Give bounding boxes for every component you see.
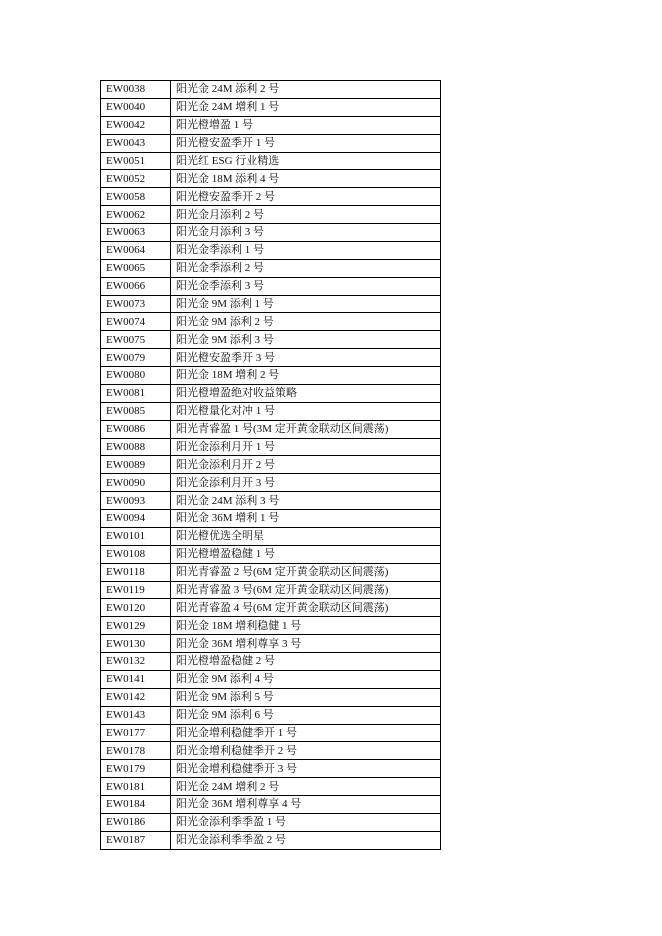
product-code-cell: EW0063 (101, 224, 171, 242)
product-name-cell: 阳光金增利稳健季开 1 号 (171, 724, 441, 742)
table-row (101, 456, 441, 474)
product-code-cell: EW0086 (101, 420, 171, 438)
table-row (101, 545, 441, 563)
table-row (101, 384, 441, 402)
table-row (101, 420, 441, 438)
table-row (101, 563, 441, 581)
product-code-cell: EW0062 (101, 206, 171, 224)
table-row (101, 653, 441, 671)
product-name-cell: 阳光金 18M 添利 4 号 (171, 170, 441, 188)
product-code-cell: EW0186 (101, 813, 171, 831)
product-code-cell: EW0081 (101, 384, 171, 402)
product-name-cell: 阳光橙增盈绝对收益策略 (171, 384, 441, 402)
product-name-cell: 阳光橙增盈 1 号 (171, 116, 441, 134)
product-name-cell: 阳光金添利月开 3 号 (171, 474, 441, 492)
product-name-cell: 阳光青睿盈 3 号(6M 定开黄金联动区间震荡) (171, 581, 441, 599)
product-code-cell: EW0075 (101, 331, 171, 349)
table-row (101, 796, 441, 814)
table-row (101, 831, 441, 849)
table-row (101, 206, 441, 224)
table-row (101, 688, 441, 706)
product-code-cell: EW0119 (101, 581, 171, 599)
table-row (101, 134, 441, 152)
product-code-cell: EW0073 (101, 295, 171, 313)
product-code-cell: EW0184 (101, 796, 171, 814)
table-row (101, 724, 441, 742)
product-name-cell: 阳光金 36M 增利 1 号 (171, 510, 441, 528)
product-name-cell: 阳光金 9M 添利 3 号 (171, 331, 441, 349)
table-row (101, 474, 441, 492)
product-name-cell: 阳光金 24M 增利 2 号 (171, 778, 441, 796)
product-name-cell: 阳光金季添利 2 号 (171, 259, 441, 277)
table-row (101, 742, 441, 760)
table-row (101, 492, 441, 510)
product-code-cell: EW0085 (101, 402, 171, 420)
product-name-cell: 阳光金 9M 添利 6 号 (171, 706, 441, 724)
product-name-cell: 阳光金 36M 增利尊享 4 号 (171, 796, 441, 814)
product-name-cell: 阳光金 9M 添利 4 号 (171, 670, 441, 688)
product-code-cell: EW0120 (101, 599, 171, 617)
table-row (101, 367, 441, 385)
product-code-cell: EW0038 (101, 81, 171, 99)
product-code-cell: EW0058 (101, 188, 171, 206)
product-name-cell: 阳光金添利季季盈 1 号 (171, 813, 441, 831)
table-row (101, 349, 441, 367)
product-name-cell: 阳光金增利稳健季开 3 号 (171, 760, 441, 778)
product-code-cell: EW0130 (101, 635, 171, 653)
product-name-cell: 阳光金 36M 增利尊享 3 号 (171, 635, 441, 653)
table-row (101, 81, 441, 99)
product-code-cell: EW0101 (101, 527, 171, 545)
product-name-cell: 阳光金增利稳健季开 2 号 (171, 742, 441, 760)
product-code-cell: EW0129 (101, 617, 171, 635)
product-name-cell: 阳光橙优选全明星 (171, 527, 441, 545)
table-row (101, 527, 441, 545)
product-code-cell: EW0040 (101, 98, 171, 116)
product-code-cell: EW0074 (101, 313, 171, 331)
product-name-cell: 阳光金 9M 添利 5 号 (171, 688, 441, 706)
product-name-cell: 阳光金季添利 1 号 (171, 241, 441, 259)
table-row (101, 313, 441, 331)
table-row (101, 259, 441, 277)
table-row (101, 617, 441, 635)
table-row (101, 581, 441, 599)
product-name-cell: 阳光青睿盈 1 号(3M 定开黄金联动区间震荡) (171, 420, 441, 438)
table-row (101, 438, 441, 456)
table-row (101, 599, 441, 617)
product-name-cell: 阳光金月添利 2 号 (171, 206, 441, 224)
product-table-body (101, 81, 441, 850)
product-code-cell: EW0042 (101, 116, 171, 134)
product-name-cell: 阳光橙增盈稳健 1 号 (171, 545, 441, 563)
product-code-cell: EW0142 (101, 688, 171, 706)
product-code-cell: EW0118 (101, 563, 171, 581)
product-code-cell: EW0052 (101, 170, 171, 188)
product-name-cell: 阳光金 24M 添利 2 号 (171, 81, 441, 99)
product-name-cell: 阳光橙量化对冲 1 号 (171, 402, 441, 420)
product-code-cell: EW0064 (101, 241, 171, 259)
table-row (101, 813, 441, 831)
table-row (101, 116, 441, 134)
product-code-cell: EW0143 (101, 706, 171, 724)
product-code-cell: EW0088 (101, 438, 171, 456)
product-code-cell: EW0089 (101, 456, 171, 474)
table-row (101, 402, 441, 420)
product-name-cell: 阳光金添利季季盈 2 号 (171, 831, 441, 849)
product-code-cell: EW0094 (101, 510, 171, 528)
product-code-cell: EW0108 (101, 545, 171, 563)
product-code-cell: EW0181 (101, 778, 171, 796)
table-row (101, 241, 441, 259)
table-row (101, 152, 441, 170)
product-code-cell: EW0080 (101, 367, 171, 385)
product-code-cell: EW0051 (101, 152, 171, 170)
product-name-cell: 阳光橙安盈季开 2 号 (171, 188, 441, 206)
product-code-cell: EW0066 (101, 277, 171, 295)
product-name-cell: 阳光青睿盈 4 号(6M 定开黄金联动区间震荡) (171, 599, 441, 617)
product-name-cell: 阳光橙安盈季开 3 号 (171, 349, 441, 367)
product-name-cell: 阳光橙增盈稳健 2 号 (171, 653, 441, 671)
product-name-cell: 阳光青睿盈 2 号(6M 定开黄金联动区间震荡) (171, 563, 441, 581)
product-name-cell: 阳光橙安盈季开 1 号 (171, 134, 441, 152)
product-name-cell: 阳光金 24M 添利 3 号 (171, 492, 441, 510)
product-code-cell: EW0090 (101, 474, 171, 492)
table-row (101, 224, 441, 242)
product-code-cell: EW0141 (101, 670, 171, 688)
table-row (101, 98, 441, 116)
product-name-cell: 阳光金月添利 3 号 (171, 224, 441, 242)
table-row (101, 635, 441, 653)
product-table (100, 80, 441, 850)
table-row (101, 510, 441, 528)
product-name-cell: 阳光金 9M 添利 1 号 (171, 295, 441, 313)
product-code-cell: EW0177 (101, 724, 171, 742)
product-name-cell: 阳光金 24M 增利 1 号 (171, 98, 441, 116)
product-name-cell: 阳光红 ESG 行业精选 (171, 152, 441, 170)
table-row (101, 170, 441, 188)
table-row (101, 706, 441, 724)
product-name-cell: 阳光金季添利 3 号 (171, 277, 441, 295)
product-code-cell: EW0065 (101, 259, 171, 277)
table-row (101, 277, 441, 295)
product-name-cell: 阳光金 18M 增利稳健 1 号 (171, 617, 441, 635)
product-code-cell: EW0043 (101, 134, 171, 152)
product-code-cell: EW0132 (101, 653, 171, 671)
product-code-cell: EW0178 (101, 742, 171, 760)
product-name-cell: 阳光金添利月开 2 号 (171, 456, 441, 474)
product-code-cell: EW0079 (101, 349, 171, 367)
product-code-cell: EW0187 (101, 831, 171, 849)
table-row (101, 188, 441, 206)
table-row (101, 295, 441, 313)
table-row (101, 670, 441, 688)
table-row (101, 760, 441, 778)
product-name-cell: 阳光金 9M 添利 2 号 (171, 313, 441, 331)
product-code-cell: EW0093 (101, 492, 171, 510)
table-row (101, 778, 441, 796)
table-row (101, 331, 441, 349)
product-name-cell: 阳光金添利月开 1 号 (171, 438, 441, 456)
product-name-cell: 阳光金 18M 增利 2 号 (171, 367, 441, 385)
product-code-cell: EW0179 (101, 760, 171, 778)
